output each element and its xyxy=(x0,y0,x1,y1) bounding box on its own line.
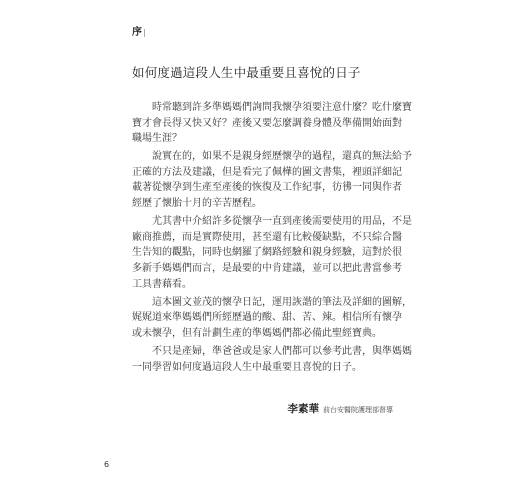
signature-affiliation: 前台安醫院護理部督導 xyxy=(323,406,393,414)
section-label xyxy=(132,27,146,39)
paragraph-line: 娓娓道來準媽媽們所經歷過的酸、甜、苦、辣。相信所有懷孕 xyxy=(132,312,402,324)
paragraph-line: 經歷了懷胎十月的辛苦歷程。 xyxy=(132,198,262,210)
signature xyxy=(288,400,394,417)
section-label-mark: | xyxy=(143,28,146,37)
paragraph-line: 尤其書中介紹許多從懷孕一直到產後需要使用的用品，不是 xyxy=(152,216,412,228)
paragraph-line: 不只是產婦，準爸爸或是家人們都可以參考此書，與準媽媽 xyxy=(152,345,412,357)
paragraph-line: 廠商推薦，而是實際使用，甚至還有比較優缺點，不只綜合醫 xyxy=(132,231,402,243)
signature-name: 李素華 xyxy=(287,403,319,415)
paragraph-line: 一同學習如何度過這段人生中最重要且喜悅的日子。 xyxy=(132,361,362,373)
page-title: 如何度過這段人生中最重要且喜悅的日子 xyxy=(132,65,361,80)
paragraph-line: 工具書藉看。 xyxy=(132,278,192,290)
section-label-text: 序 xyxy=(132,27,142,38)
paragraph-line: 這本圖文並茂的懷孕日記，運用詼諧的筆法及詳細的圖解， xyxy=(152,296,412,308)
paragraph-line: 時常聽到許多準媽媽們詢問我懷孕須要注意什麼？吃什麼寶 xyxy=(152,102,412,113)
paragraph-line: 多新手媽媽們而言，是最要的中肯建議，並可以把此書當參考 xyxy=(132,262,402,274)
body-text xyxy=(132,100,412,375)
paragraph-line: 載著從懷孕到生產至產後的恢復及工作紀事，彷彿一同與作者 xyxy=(132,182,402,194)
paragraph-line: 說實在的，如果不是親身經歷懷孕的過程，還真的無法給予 xyxy=(152,151,412,163)
page-number: 6 xyxy=(104,460,110,469)
paragraph-line: 職場生涯？ xyxy=(132,133,182,145)
paragraph-line: 生告知的觀點，同時也網羅了網路經驗和親身經驗，這對於很 xyxy=(132,247,402,259)
paragraph-line: 或未懷孕，但有計劃生產的準媽媽們都必備此聖經寶典。 xyxy=(132,327,382,339)
paragraph-line: 正確的方法及建議，但是看完了佩樺的圖文書集，裡頭詳細記 xyxy=(132,166,402,178)
paragraph-line: 寶才會長得又快又好？產後又要怎麼調養身體及準備開始面對 xyxy=(132,117,402,129)
